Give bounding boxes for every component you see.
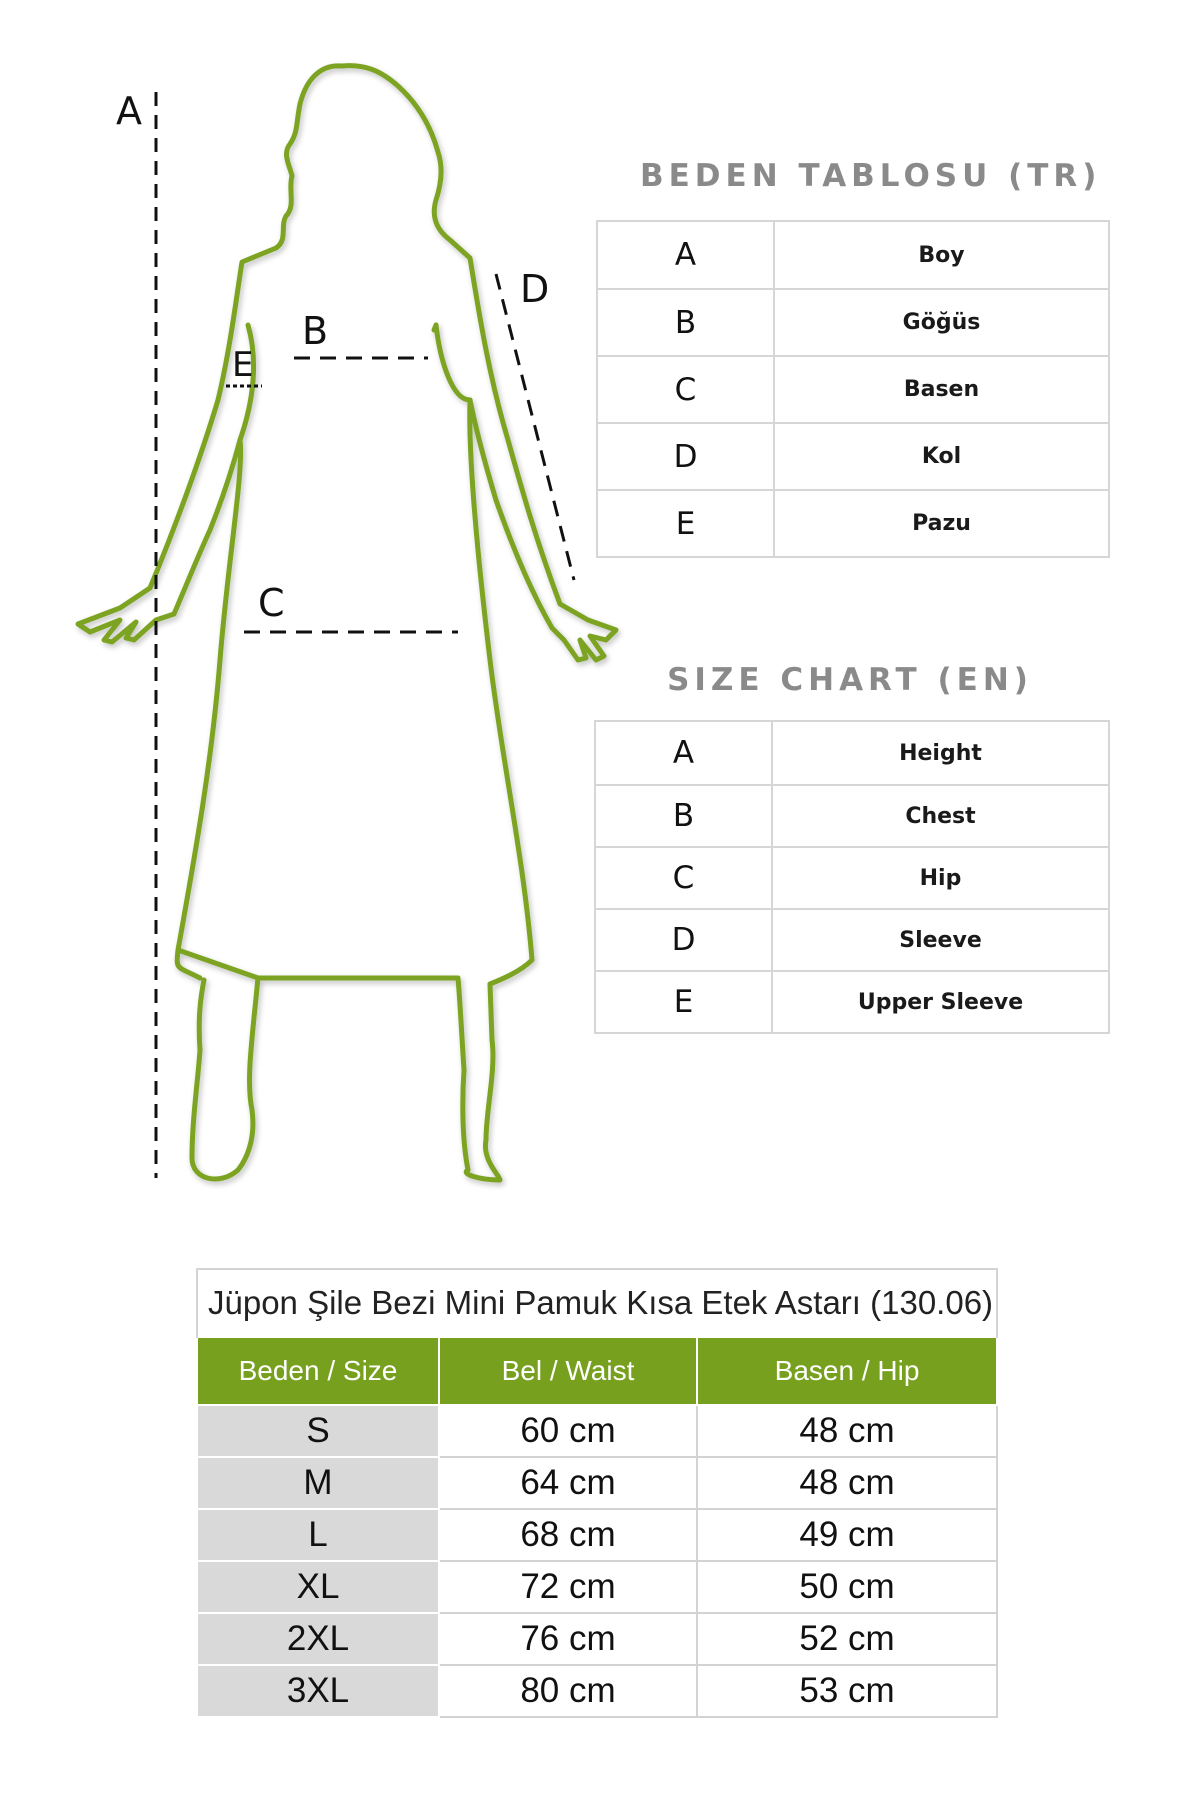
en-letter: B (595, 785, 772, 847)
waist-cell: 80 cm (439, 1665, 697, 1717)
tr-meaning: Göğüs (774, 289, 1109, 356)
silhouette-outline (78, 66, 616, 1180)
product-size-table (196, 1268, 998, 1718)
table-row (197, 1405, 997, 1457)
table-row (597, 221, 1109, 289)
hip-cell: 50 cm (697, 1561, 997, 1613)
size-cell: 2XL (197, 1613, 439, 1665)
tr-size-key-table (596, 220, 1110, 558)
en-meaning: Height (772, 721, 1109, 785)
table-row (197, 1613, 997, 1665)
measurement-guides (156, 92, 574, 1178)
column-header-size: Beden / Size (197, 1337, 439, 1405)
size-cell: M (197, 1457, 439, 1509)
label-a: A (116, 89, 142, 133)
en-meaning: Upper Sleeve (772, 971, 1109, 1033)
label-e: E (232, 345, 254, 385)
tr-chart-title: BEDEN TABLOSU (TR) (640, 158, 1102, 194)
table-row (597, 490, 1109, 557)
tr-meaning: Boy (774, 221, 1109, 289)
tr-letter: B (597, 289, 774, 356)
product-title: Jüpon Şile Bezi Mini Pamuk Kısa Etek Astarı (130.06) (197, 1269, 997, 1337)
tr-meaning: Basen (774, 356, 1109, 423)
en-letter: A (595, 721, 772, 785)
tr-letter: C (597, 356, 774, 423)
table-row (597, 356, 1109, 423)
en-letter: E (595, 971, 772, 1033)
hip-cell: 52 cm (697, 1613, 997, 1665)
tr-letter: D (597, 423, 774, 490)
hip-cell: 49 cm (697, 1509, 997, 1561)
waist-cell: 60 cm (439, 1405, 697, 1457)
girl-silhouette-illustration (0, 0, 640, 1200)
en-letter: C (595, 847, 772, 909)
tr-meaning: Pazu (774, 490, 1109, 557)
size-cell: L (197, 1509, 439, 1561)
en-chart-title: SIZE CHART (EN) (667, 662, 1033, 698)
en-letter: D (595, 909, 772, 971)
table-row (597, 423, 1109, 490)
table-caption-row (197, 1269, 997, 1337)
label-c: C (258, 581, 285, 625)
tr-letter: E (597, 490, 774, 557)
hip-cell: 53 cm (697, 1665, 997, 1717)
waist-cell: 76 cm (439, 1613, 697, 1665)
waist-cell: 64 cm (439, 1457, 697, 1509)
hip-cell: 48 cm (697, 1457, 997, 1509)
size-cell: S (197, 1405, 439, 1457)
hip-cell: 48 cm (697, 1405, 997, 1457)
tr-meaning: Kol (774, 423, 1109, 490)
table-header-row (197, 1337, 997, 1405)
en-size-key-table (594, 720, 1110, 1034)
en-meaning: Sleeve (772, 909, 1109, 971)
tr-letter: A (597, 221, 774, 289)
table-row (595, 971, 1109, 1033)
table-row (197, 1509, 997, 1561)
measurement-figure (0, 0, 640, 1200)
waist-cell: 68 cm (439, 1509, 697, 1561)
table-row (597, 289, 1109, 356)
en-meaning: Chest (772, 785, 1109, 847)
waist-cell: 72 cm (439, 1561, 697, 1613)
size-cell: XL (197, 1561, 439, 1613)
table-row (595, 909, 1109, 971)
table-row (595, 721, 1109, 785)
column-header-hip: Basen / Hip (697, 1337, 997, 1405)
table-row (595, 785, 1109, 847)
size-cell: 3XL (197, 1665, 439, 1717)
column-header-waist: Bel / Waist (439, 1337, 697, 1405)
label-b: B (302, 309, 329, 353)
table-row (197, 1561, 997, 1613)
table-row (197, 1665, 997, 1717)
table-row (595, 847, 1109, 909)
label-d: D (520, 267, 550, 311)
table-row (197, 1457, 997, 1509)
en-meaning: Hip (772, 847, 1109, 909)
